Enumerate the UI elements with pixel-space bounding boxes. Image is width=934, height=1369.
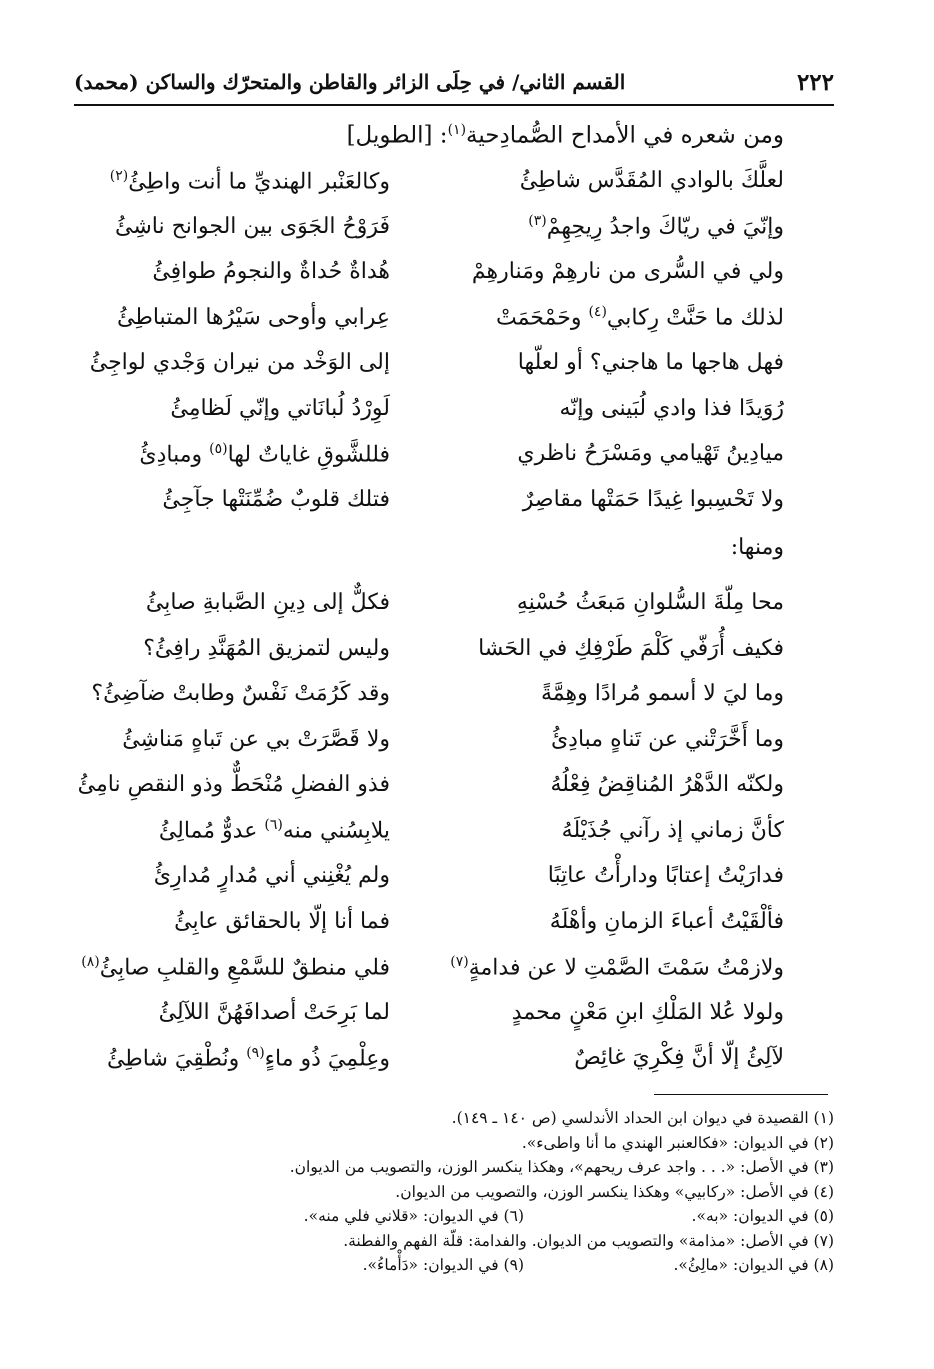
verse-line (90, 899, 784, 945)
second-hemistich: فتلك قلوبٌ ضُمِّنَتْها جآجِئُ (162, 486, 390, 512)
footnote-ref: (٧) (450, 953, 469, 970)
second-hemistich: وقد كَرُمَتْ نَفْسٌ وطابتْ ضآضِئُ؟ (91, 681, 390, 707)
second-hemistich: عِرابي وأوحى سَيْرُها المتباطِئُ (117, 304, 390, 330)
second-hemistich: يلابِسُني منه$^{(٦)}$ عدوٌّ مُمالِئُ (158, 817, 390, 844)
second-hemistich: ولم يُغْنِني أني مُدارٍ مُدارِئُ (153, 863, 390, 889)
second-hemistich: فللشَّوقِ غاياتٌ لها$^{(٥)}$ ومبادِئُ (139, 440, 390, 467)
footnote: (٢) في الديوان: «فكالعنبر الهندي ما أنا واطىء». (521, 1133, 834, 1152)
first-hemistich: ولكنّه الدَّهْرُ المُناقِضُ فِعْلُهُ (550, 772, 784, 798)
footnote-pair (120, 1253, 834, 1278)
second-hemistich: فما أنا إلّا بالحقائق عابِئُ (174, 908, 390, 934)
meter-label: : [الطويل] (346, 122, 448, 149)
first-hemistich: فهل هاجها ما هاجني؟ أو لعلّها (517, 350, 784, 376)
first-hemistich: ولي في السُّرى من نارهِمْ ومَنارهِمْ (471, 259, 784, 285)
second-hemistich: هُداةٌ حُداةٌ والنجومُ طوافِئُ (152, 259, 390, 285)
page-header (74, 60, 834, 106)
section-separator: ومنها: (730, 535, 784, 560)
second-hemistich: فكلٌّ إلى دِينِ الصَّبابةِ صابِئُ (145, 590, 390, 616)
footnote: (٨) في الديوان: «مالِئُ». (673, 1256, 834, 1274)
verse-line (90, 249, 784, 295)
verse-line (90, 626, 784, 672)
poem-introduction (347, 122, 784, 149)
footnote: (١) القصيدة في ديوان ابن الحداد الأندلسي (ص ١٤٠ ـ ١٤٩). (451, 1109, 834, 1127)
first-hemistich: وما ليَ لا أسمو مُرادًا وهِمَّةً (541, 681, 784, 707)
first-hemistich: لآلِئُ إلّا أنَّ فِكْرِيَ غائِصٌ (574, 1045, 784, 1071)
first-hemistich: ولا تَحْسِبوا غِيدًا حَمَتْها مقاصِرٌ (522, 486, 784, 512)
first-hemistich: وإنّيَ في ريّاكَ واجدُ رِيحِهِمْ$^{(٣)}$ (528, 213, 784, 240)
verse-line (90, 386, 784, 432)
second-hemistich: فذو الفضلِ مُنْحَطٌّ وذو النقصِ نامِئُ (77, 772, 390, 798)
verse-line (90, 295, 784, 341)
footnote: (٧) في الأصل: «مذامة» والتصويب من الديوان. والفدامة: قلّة الفهم والفطنة. (343, 1231, 834, 1250)
footnote-ref: (٤) (588, 304, 607, 321)
first-hemistich: ولازمْتُ سَمْتَ الصَّمْتِ لا عن فدامةٍ$^{(٧)}$ (450, 953, 784, 980)
footnote-ref: (٦) (264, 817, 283, 834)
verse-line (77, 762, 784, 808)
intro-text: ومن شعره في الأمداح الصُّمادِحية (466, 122, 784, 149)
second-hemistich: لما بَرِحَتْ أصدافَهُنَّ اللآلِئُ (158, 999, 390, 1025)
verse-line (90, 671, 784, 717)
verse-line (90, 158, 784, 204)
footnote-ref: (٨) (81, 953, 100, 970)
verse-line (90, 1035, 784, 1081)
verse-line (90, 431, 784, 477)
footnotes (120, 1106, 834, 1278)
verse-line (81, 944, 784, 990)
footnote-pair (120, 1204, 834, 1229)
first-hemistich: لعلَّكَ بالوادي المُقَدَّس شاطِئُ (519, 168, 784, 194)
first-hemistich: فألْقَيْتُ أعباءَ الزمانِ وأهْلَهُ (549, 908, 784, 934)
footnote-ref: (١) (447, 122, 467, 138)
footnote-ref: (٢) (109, 167, 129, 184)
running-title: القسم الثاني/ في حِلَى الزائر والقاطن والمتحرّك والساكن (محمد) (74, 70, 626, 94)
first-hemistich: رُوَيدًا فذا وادي لُبَينى وإنّه (559, 395, 784, 421)
second-hemistich: وكالعَنْبر الهنديِّ ما أنت واطِئُ$^{(٢)}$ (109, 167, 390, 194)
verse-line (90, 340, 784, 386)
first-hemistich: كأنَّ زماني إذ رآني جُذَيْلَهُ (561, 817, 784, 843)
poem-section-1 (90, 158, 784, 522)
second-hemistich: وعِلْمِيَ ذُو ماءٍ$^{(٩)}$ ونُطْقِيَ شاطِئُ (106, 1044, 390, 1071)
footnote: (٩) في الديوان: «دَأْماءُ». (362, 1256, 524, 1274)
second-hemistich: إلى الوَخْد من نيران وَجْدي لواجِئُ (89, 350, 390, 376)
second-hemistich: لَوِرْدُ لُبانَاتي وإنّي لَظامِئُ (170, 395, 390, 421)
second-hemistich: فلي منطقٌ للسَّمْعِ والقلبِ صابِئُ$^{(٨)}$ (81, 953, 390, 980)
verse-line (90, 580, 784, 626)
footnote: (٥) في الديوان: «به». (691, 1207, 834, 1225)
first-hemistich: فكيف أُرَفّي كَلْمَ طَرْفِكِ في الحَشا (478, 635, 784, 661)
second-hemistich: وليس لتمزيق المُهَنَّدِ رافِئُ؟ (143, 635, 390, 661)
footnote-ref: (٣) (528, 213, 547, 230)
footnote: (٦) في الديوان: «قلاني فلي منه». (303, 1207, 524, 1225)
footnote-ref: (٩) (246, 1044, 265, 1061)
poem-section-2 (77, 580, 784, 1081)
verse-line (90, 717, 784, 763)
verse-line (90, 853, 784, 899)
first-hemistich: ولولا عُلا المَلْكِ ابنِ مَعْنٍ محمدٍ (511, 999, 784, 1025)
first-hemistich: محا مِلّةَ السُّلوانِ مَبعَثُ حُسْنِهِ (516, 590, 784, 616)
first-hemistich: لذلك ما حَنَّتْ رِكابي$^{(٤)}$ وحَمْحَمَتْ (495, 304, 784, 331)
verse-line (90, 990, 784, 1036)
first-hemistich: ميادِينُ تَهْيامي ومَسْرَحُ ناظري (517, 441, 784, 467)
first-hemistich: وما أَخَّرَتْني عن تَناهٍ مبادِئُ (550, 726, 784, 752)
verse-line (90, 808, 784, 854)
second-hemistich: ولا قَصَّرَتْ بي عن تَباهٍ مَناشِئُ (122, 726, 390, 752)
verse-line (90, 477, 784, 523)
footnote: (٣) في الأصل: «. . . واجد عرف ريحهم»، وهكذا ينكسر الوزن، والتصويب من الديوان. (289, 1158, 834, 1176)
first-hemistich: فدارَيْتُ إعتابًا ودارأْتُ عاتِبًا (547, 863, 784, 889)
page-number: ٢٢٢ (796, 68, 834, 96)
second-hemistich: فَرَوْحُ الجَوَى بين الجوانح ناشِئُ (115, 213, 390, 239)
footnote-ref: (٥) (209, 440, 228, 457)
footnote: (٤) في الأصل: «ركابيي» وهكذا ينكسر الوزن، والتصويب من الديوان. (395, 1182, 834, 1201)
footnote-divider (654, 1094, 828, 1095)
verse-line (90, 204, 784, 250)
